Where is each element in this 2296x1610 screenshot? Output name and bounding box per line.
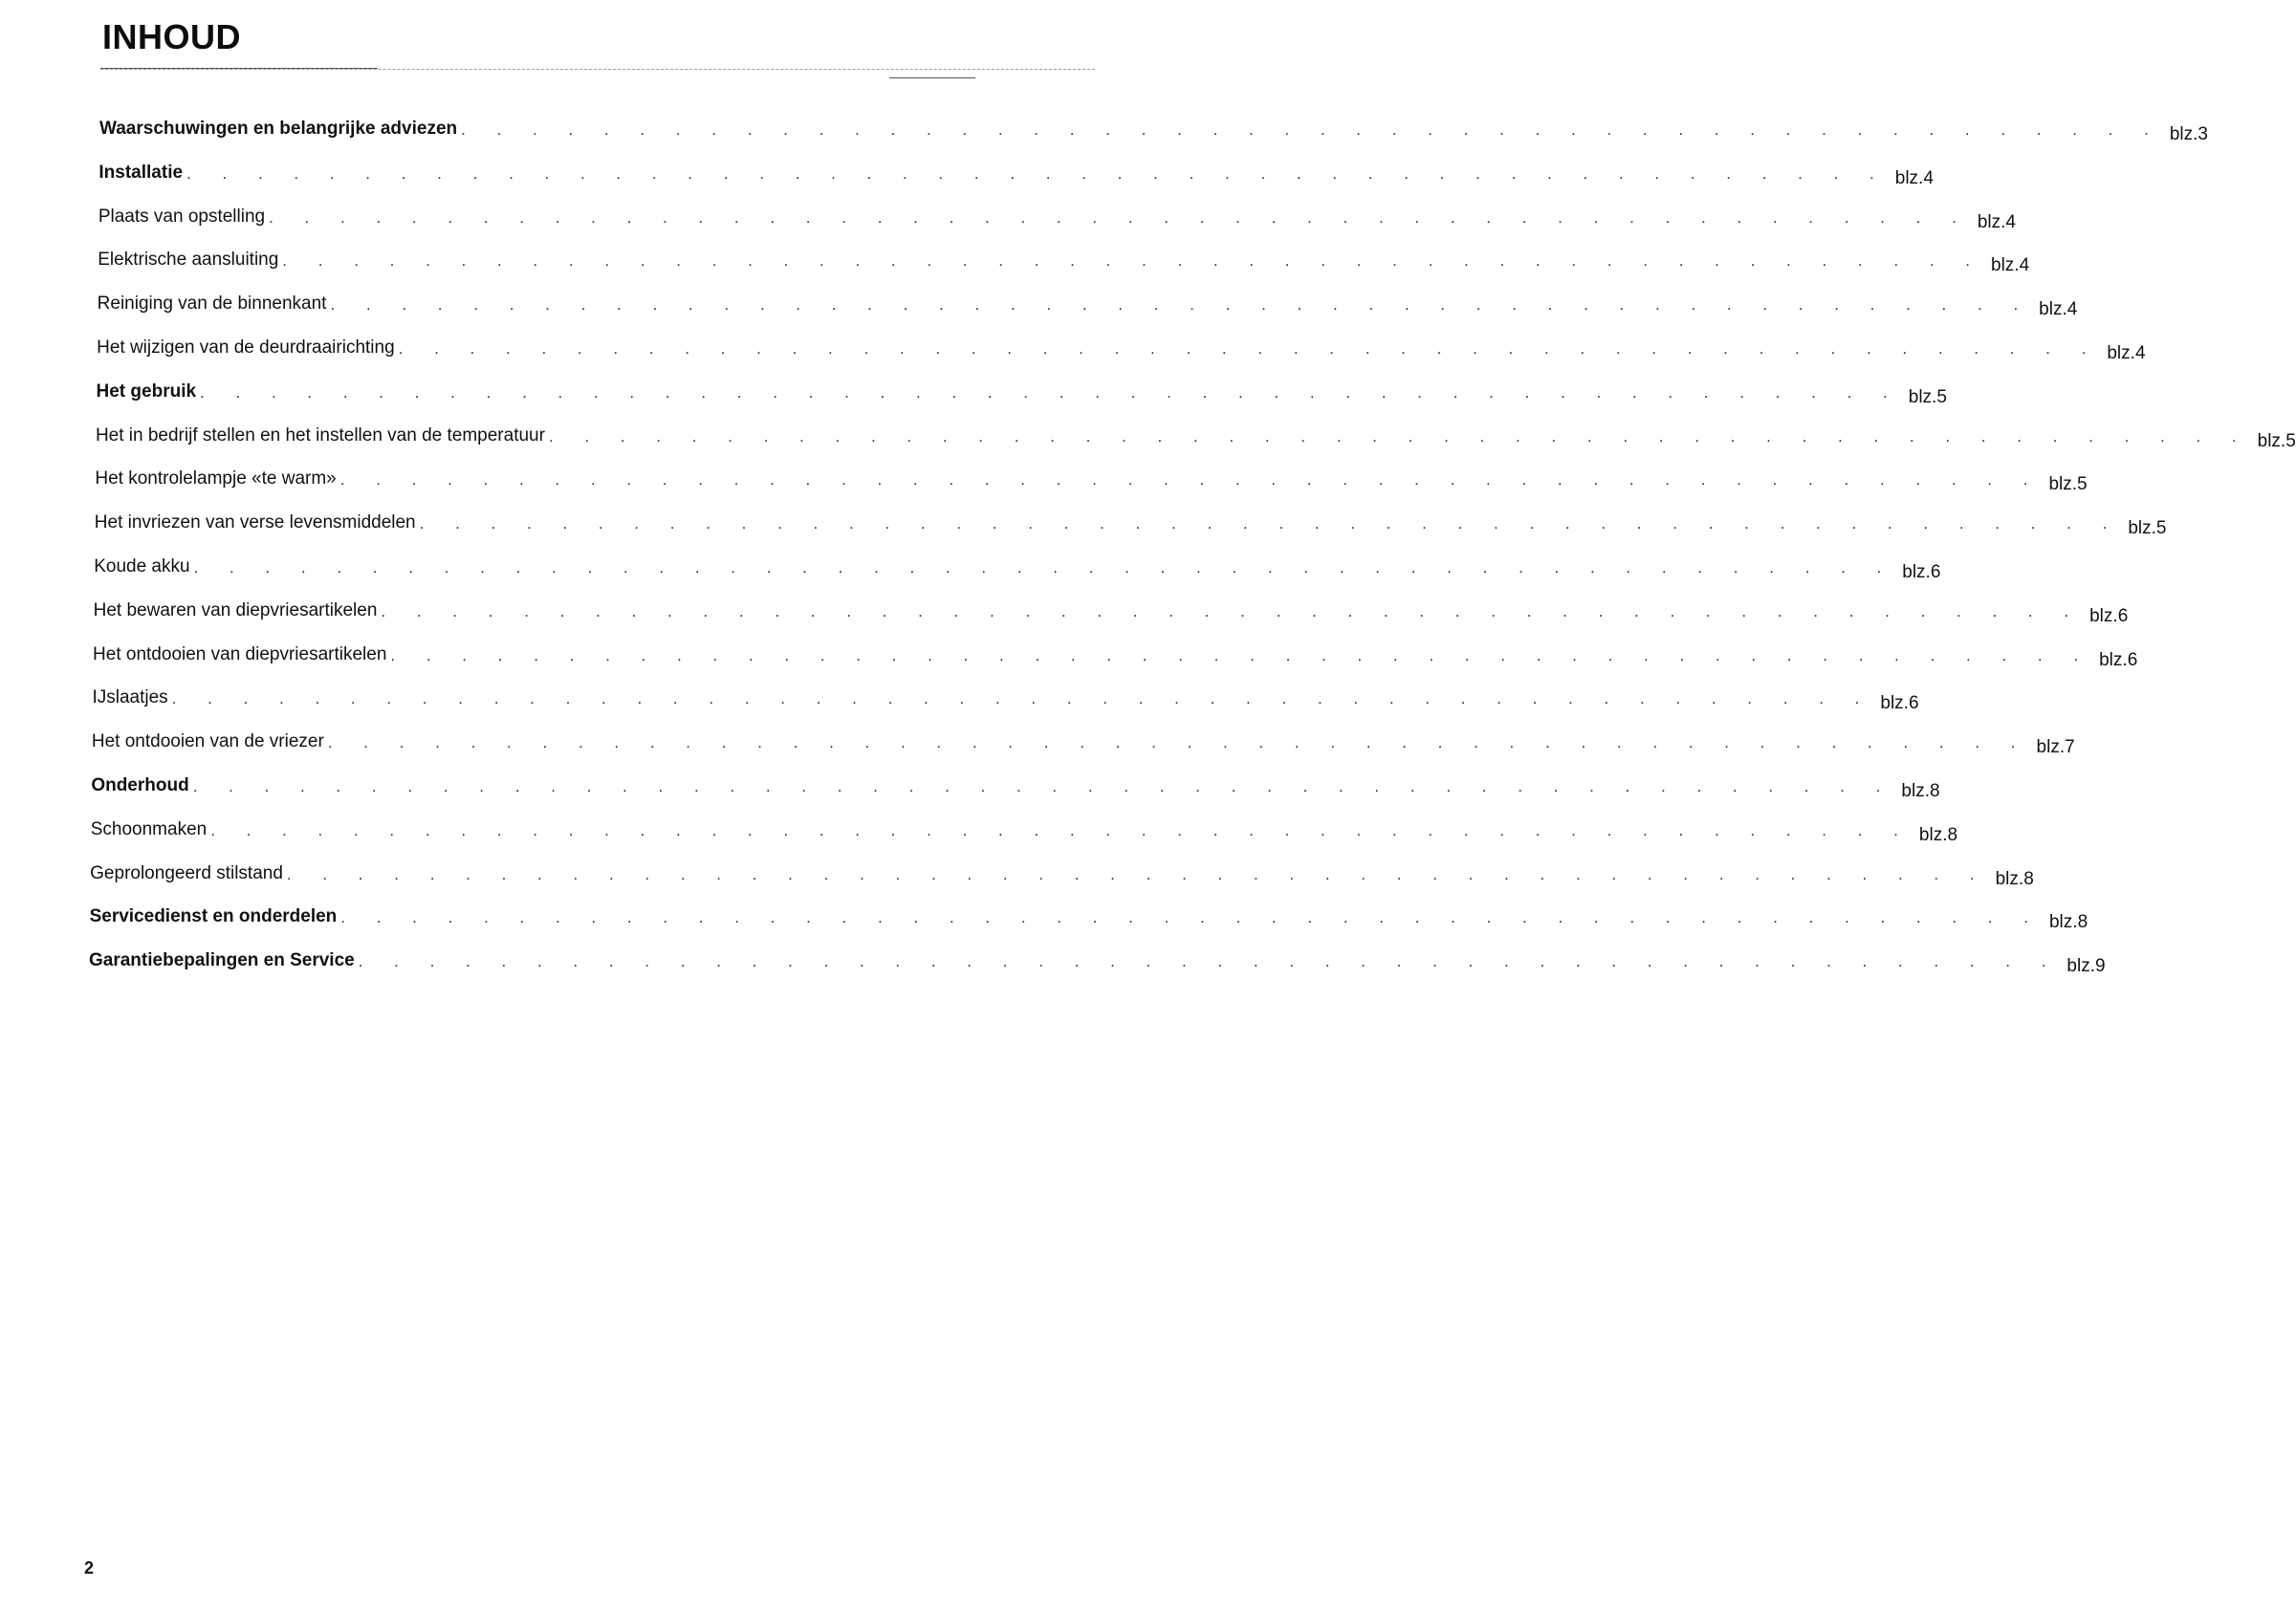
toc-entry-blz: blz. <box>2107 343 2135 363</box>
toc-entry-blz: blz. <box>1902 562 1931 582</box>
toc-entry-label: Elektrische aansluiting <box>98 250 279 271</box>
page-title: INHOUD <box>102 17 241 56</box>
toc-entry-blz: blz. <box>2099 649 2128 670</box>
toc-entry-page: 4 <box>2005 211 2016 232</box>
toc-entry-label: Onderhoud <box>91 775 189 795</box>
toc-entry-label: Koude akku <box>94 556 190 577</box>
toc-entry-page: 5 <box>1936 386 1947 407</box>
toc-leader-dots: . . . . . . . . . . . . . . . . . . . . . . . . . . . . . . . . . . . . . . . . . . . . . . . . <box>269 207 1970 227</box>
toc-entry-blz: blz. <box>2169 124 2198 144</box>
toc-entry[interactable] <box>91 769 1940 801</box>
toc-entry[interactable] <box>89 900 2088 933</box>
toc-leader-dots: . . . . . . . . . . . . . . . . . . . . . . . . . . . . . . . . . . . . . . . . . . . . . . . . <box>210 820 1912 839</box>
toc-entry[interactable] <box>97 331 2146 363</box>
toc-leader-dots: . . . . . . . . . . . . . . . . . . . . . . . . . . . . . . . . . . . . . . . . . . . . . . . . <box>461 120 2162 139</box>
toc-entry-blz: blz. <box>1908 386 1937 407</box>
toc-entry-page: 4 <box>2134 343 2146 363</box>
toc-leader-dots: . . . . . . . . . . . . . . . . . . . . . . . . . . . . . . . . . . . . . . . . . . . . . . . . <box>193 558 1895 577</box>
toc-entry-label: Het bewaren van diepvriesartikelen <box>93 599 378 620</box>
toc-leader-dots: . . . . . . . . . . . . . . . . . . . . . . . . . . . . . . . . . . . . . . . . . . . . . . . . <box>192 777 1894 795</box>
toc-entry-label: Het invriezen van verse levensmiddelen <box>94 512 416 533</box>
toc-entry-page: 3 <box>2198 124 2208 144</box>
toc-entry-label: Het ontdooien van de vriezer <box>91 731 324 752</box>
toc-leader-dots: . . . . . . . . . . . . . . . . . . . . . . . . . . . . . . . . . . . . . . . . . . . . . . . . <box>186 163 1888 183</box>
toc-entry-label: Plaats van opstelling <box>98 206 266 227</box>
toc-entry[interactable] <box>94 506 2167 539</box>
toc-entry-page: 4 <box>2019 255 2030 276</box>
toc-entry-page: 7 <box>2065 737 2075 758</box>
toc-leader-dots: . . . . . . . . . . . . . . . . . . . . . . . . . . . . . . . . . . . . . . . . . . . . . . . . <box>340 908 2042 927</box>
toc-leader-dots: . . . . . . . . . . . . . . . . . . . . . . . . . . . . . . . . . . . . . . . . . . . . . . . . <box>419 514 2121 533</box>
page-number: 2 <box>84 1558 95 1577</box>
toc-entry-blz: blz. <box>1880 693 1909 714</box>
toc-entry-blz: blz. <box>1894 167 1924 188</box>
toc-entry-page: 5 <box>2077 474 2088 495</box>
toc-entry-page: 5 <box>2285 430 2296 451</box>
toc-entry[interactable] <box>96 375 1947 407</box>
toc-entry-label: Het wijzigen van de deurdraairichting <box>97 337 395 358</box>
toc-entry[interactable] <box>91 725 2075 758</box>
toc-entry[interactable] <box>90 813 1958 845</box>
toc-entry-label: Het kontrolelampje «te warm» <box>95 468 337 490</box>
toc-entry-label: Waarschuwingen en belangrijke adviezen <box>99 119 458 139</box>
toc-entry-label: Het in bedrijf stellen en het instellen van de temperatuur <box>95 424 545 446</box>
toc-entry-label: Het ontdooien van diepvriesartikelen <box>93 643 387 664</box>
toc-leader-dots: . . . . . . . . . . . . . . . . . . . . . . . . . . . . . . . . . . . . . . . . . . . . . . . . <box>398 339 2100 358</box>
toc-leader-dots: . . . . . . . . . . . . . . . . . . . . . . . . . . . . . . . . . . . . . . . . . . . . . . . . <box>381 601 2083 620</box>
toc-entry-page: 6 <box>1930 562 1941 582</box>
toc-entry-label: Installatie <box>98 162 184 183</box>
toc-entry[interactable] <box>95 462 2088 495</box>
toc-leader-dots: . . . . . . . . . . . . . . . . . . . . . . . . . . . . . . . . . . . . . . . . . . . . . . . . <box>548 426 2250 446</box>
toc-entry-blz: blz. <box>2048 474 2078 495</box>
toc-entry-blz: blz. <box>2066 956 2095 977</box>
toc-entry-page: 8 <box>2077 912 2088 933</box>
toc-entry[interactable] <box>97 287 2078 320</box>
toc-entry-label: Garantiebepalingen en Service <box>89 950 355 971</box>
toc-leader-dots: . . . . . . . . . . . . . . . . . . . . . . . . . . . . . . . . . . . . . . . . . . . . . . . . <box>171 689 1873 708</box>
toc-entry-page: 9 <box>2095 956 2106 977</box>
toc-entry-blz: blz. <box>2039 299 2067 320</box>
toc-entry[interactable] <box>93 594 2129 626</box>
toc-entry-blz: blz. <box>1901 781 1930 801</box>
toc-entry-page: 8 <box>2023 868 2034 889</box>
toc-entry-label: IJslaatjes <box>92 687 168 708</box>
toc-entry-page: 4 <box>2066 299 2078 320</box>
toc-entry[interactable] <box>92 681 1919 714</box>
toc-entry-label: Servicedienst en onderdelen <box>89 906 338 927</box>
toc-entry-blz: blz. <box>2128 518 2156 539</box>
toc-leader-dots: . . . . . . . . . . . . . . . . . . . . . . . . . . . . . . . . . . . . . . . . . . . . . . . . <box>358 952 2060 971</box>
toc-entry[interactable] <box>95 419 2296 451</box>
toc-entry[interactable] <box>90 857 2034 889</box>
toc-entry-blz: blz. <box>1977 211 2006 232</box>
toc-entry-blz: blz. <box>2089 605 2118 626</box>
toc-entry[interactable] <box>99 112 2208 144</box>
toc-entry-blz: blz. <box>1991 255 2020 276</box>
toc-entry[interactable] <box>98 156 1934 188</box>
toc-leader-dots: . . . . . . . . . . . . . . . . . . . . . . . . . . . . . . . . . . . . . . . . . . . . . . . . <box>200 382 1901 402</box>
toc-leader-dots: . . . . . . . . . . . . . . . . . . . . . . . . . . . . . . . . . . . . . . . . . . . . . . . . <box>390 645 2092 664</box>
toc-entry-page: 6 <box>2127 649 2138 670</box>
toc-leader-dots: . . . . . . . . . . . . . . . . . . . . . . . . . . . . . . . . . . . . . . . . . . . . . . . . <box>339 470 2042 490</box>
toc-leader-dots: . . . . . . . . . . . . . . . . . . . . . . . . . . . . . . . . . . . . . . . . . . . . . . . . <box>327 733 2029 752</box>
toc-leader-dots: . . . . . . . . . . . . . . . . . . . . . . . . . . . . . . . . . . . . . . . . . . . . . . . . <box>330 295 2032 315</box>
toc-entry-page: 6 <box>2117 605 2129 626</box>
toc-entry-page: 8 <box>1947 824 1958 845</box>
toc-entry-blz: blz. <box>1995 868 2024 889</box>
toc-entry-page: 8 <box>1929 781 1940 801</box>
toc-entry-label: Geprolongeerd stilstand <box>90 862 283 883</box>
toc-entry-label: Reiniging van de binnenkant <box>97 294 327 315</box>
toc-entry[interactable] <box>89 944 2106 977</box>
toc-entry-blz: blz. <box>1918 824 1948 845</box>
toc-entry-page: 4 <box>1923 167 1934 188</box>
toc-entry[interactable] <box>98 200 2016 232</box>
toc-entry[interactable] <box>93 638 2138 670</box>
toc-entry-label: Het gebruik <box>96 381 197 402</box>
toc-entry-blz: blz. <box>2257 430 2286 451</box>
toc-leader-dots: . . . . . . . . . . . . . . . . . . . . . . . . . . . . . . . . . . . . . . . . . . . . . . . . <box>282 251 1983 271</box>
toc-entry-label: Schoonmaken <box>90 818 208 839</box>
toc-entry-blz: blz. <box>2048 912 2078 933</box>
toc-entry[interactable] <box>98 243 2030 276</box>
toc-entry-blz: blz. <box>2036 737 2066 758</box>
toc-entry[interactable] <box>94 550 1941 582</box>
toc-leader-dots: . . . . . . . . . . . . . . . . . . . . . . . . . . . . . . . . . . . . . . . . . . . . . . . . <box>286 864 1988 883</box>
toc-entry-page: 6 <box>1908 693 1919 714</box>
toc-entry-page: 5 <box>2155 518 2167 539</box>
